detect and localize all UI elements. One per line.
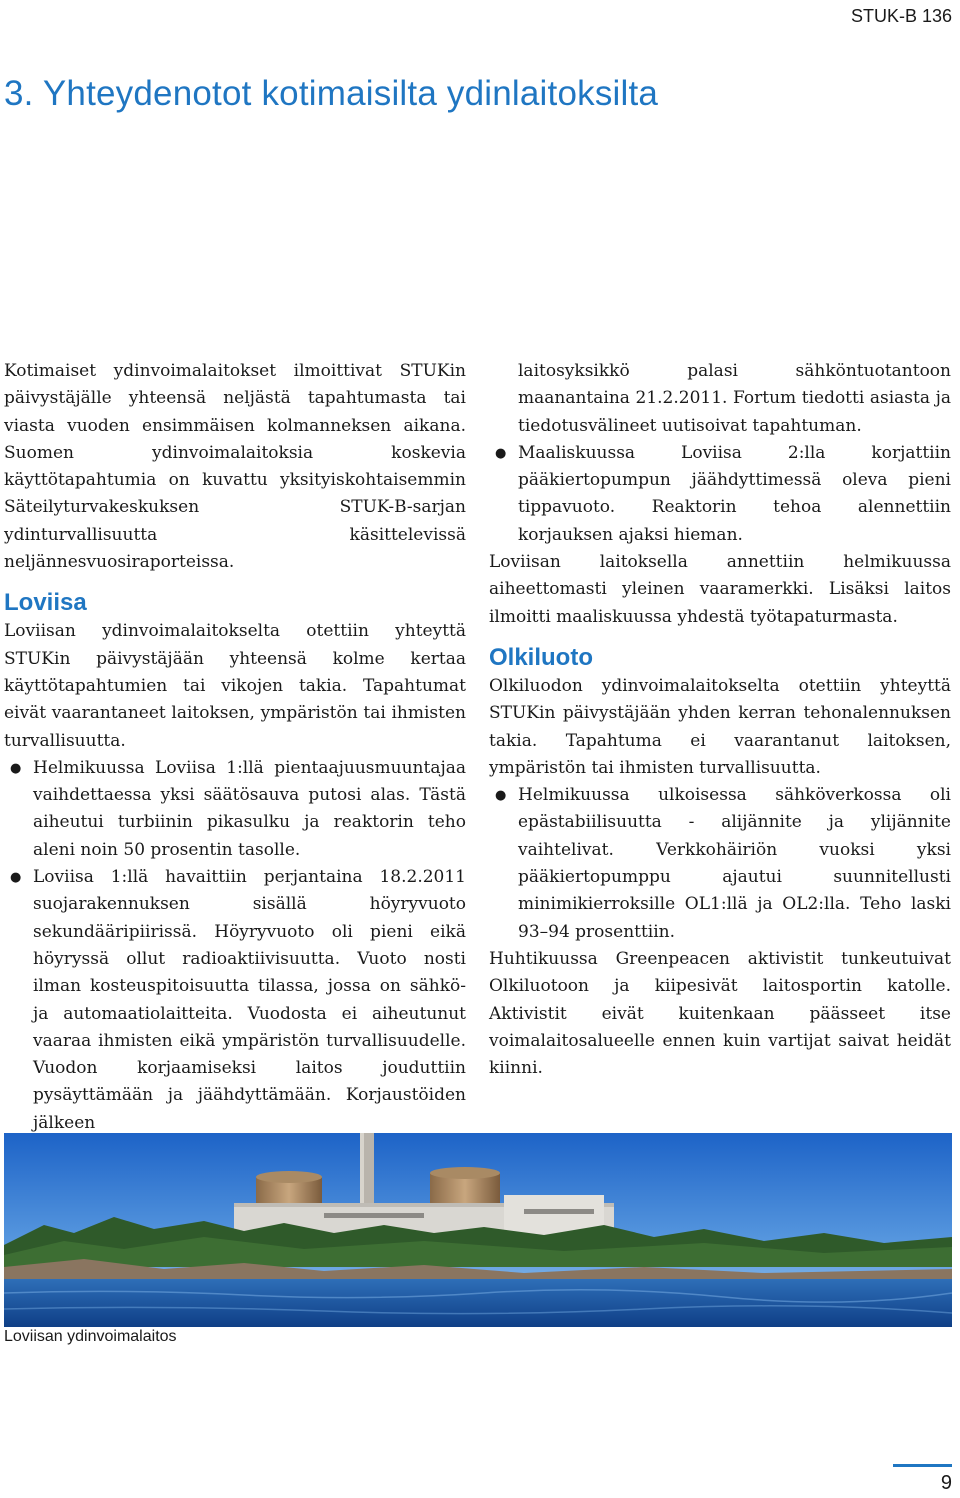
list-item — [4, 864, 466, 1137]
list-item-text: laitosyksikkö palasi sähköntuotantoon maanantaina 21.2.2011. Fortum tiedotti asiasta ja tiedotusvälineet uutisoivat tapahtuman. — [518, 361, 951, 436]
photo-caption: Loviisan ydinvoimalaitos — [4, 1328, 177, 1345]
chapter-title: 3. Yhteydenotot kotimaisilta ydinlaitoksilta — [4, 74, 659, 113]
page-number: 9 — [940, 1472, 952, 1494]
loviisa-heading: Loviisa — [4, 589, 87, 617]
loviisa-extra-paragraph: Loviisan laitoksella annettiin helmikuussa aiheettomasti yleinen vaaramerkki. Lisäksi laitos ilmoitti maaliskuussa yhdestä työtapaturmasta. — [489, 552, 951, 627]
list-item-text: Maaliskuussa Loviisa 2:lla korjattiin pääkiertopumpun jäähdyttimessä oleva pieni tippavuoto. Reaktorin tehoa alennettiin korjauksen ajaksi hieman. — [518, 442, 951, 545]
bullet-icon: ● — [495, 788, 507, 804]
power-plant-photo — [4, 1133, 952, 1327]
list-item-text: Helmikuussa ulkoisessa sähköverkossa oli epästabiilisuutta - alijännite ja ylijännite vaihtelivat. Verkkohäiriön vuoksi yksi pääkiertopumppu ajautui suunnitellusti minimikierroksille OL1:llä ja OL2:lla. Teho laski 93–94 prosenttiin. — [518, 785, 951, 942]
loviisa-paragraph: Loviisan ydinvoimalaitokselta otettiin yhteyttä STUKin päivystäjään yhteensä kolme kertaa käyttötapahtumien tai vikojen takia. Tapahtumat eivät vaarantaneet laitoksen, ympäristön tai ihmisten turvallisuutta. — [4, 621, 466, 751]
list-item — [489, 782, 951, 946]
olkiluoto-paragraph: Olkiluodon ydinvoimalaitokselta otettiin yhteyttä STUKin päivystäjään yhden kerran tehonalennuksen takia. Tapahtuma ei vaarantanut laitoksen, ympäristön tai ihmisten turvallisuutta. — [489, 675, 951, 778]
bullet-icon: ● — [10, 870, 22, 886]
greenpeace-paragraph: Huhtikuussa Greenpeacen aktivistit tunkeutuivat Olkiluotoon ja kiipesivät laitosportin katolle. Aktivistit eivät kuitenkaan päässeet itse voimalaitosalueelle ennen kuin vartijat saivat heidät kiinni. — [489, 948, 951, 1079]
list-item-continued — [489, 358, 951, 440]
list-item-text: Helmikuussa Loviisa 1:llä pientaajuusmuuntajaa vaihdettaessa yksi säätösauva putosi alas. Tästä aiheutui turbiinin pikasulku ja reaktorin teho aleni noin 50 prosentin tasolle. — [33, 757, 466, 860]
bullet-icon: ● — [495, 445, 507, 461]
olkiluoto-heading: Olkiluoto — [489, 643, 593, 671]
list-item-text: Loviisa 1:llä havaittiin perjantaina 18.2.2011 suojarakennuksen sisällä höyryvuoto sekundääripiirissä. Höyryvuoto oli pieni eikä höyryssä ollut radioaktiivisuutta. Vuoto nosti ilman kosteuspitoisuutta tilassa, jossa on sähkö- ja automaatiolaitteita. Vuodosta ei aiheutunut vaaraa ihmisten eikä ympäristön turvallisuudelle. Vuodon korjaamiseksi laitos jouduttiin pysäyttämään ja jäähdyttämään. Korjaustöiden jälkeen — [33, 867, 466, 1133]
left-column — [4, 358, 466, 1137]
intro-paragraph: Kotimaiset ydinvoimalaitokset ilmoittivat STUKin päivystäjälle yhteensä neljästä tapahtumasta tai viasta vuoden ensimmäisen kolmanneksen aikana. Suomen ydinvoimalaitoksia koskevia käyttötapahtumia on kuvattu yksityiskohtaisemmin Säteilyturvakeskuksen STUK-B-sarjan ydinturvallisuutta käsittelevissä neljännesvuosiraporteissa. — [4, 361, 466, 573]
power-plant-illustration — [4, 1133, 952, 1327]
list-item — [4, 755, 466, 864]
right-column — [489, 358, 951, 1082]
olkiluoto-bullet-list — [489, 782, 951, 946]
page-number-rule — [893, 1464, 952, 1467]
bullet-icon: ● — [10, 760, 22, 776]
list-item — [489, 440, 951, 549]
loviisa-bullet-list — [4, 755, 466, 1137]
series-label: STUK-B 136 — [850, 6, 952, 26]
continued-bullet-list — [489, 358, 951, 549]
